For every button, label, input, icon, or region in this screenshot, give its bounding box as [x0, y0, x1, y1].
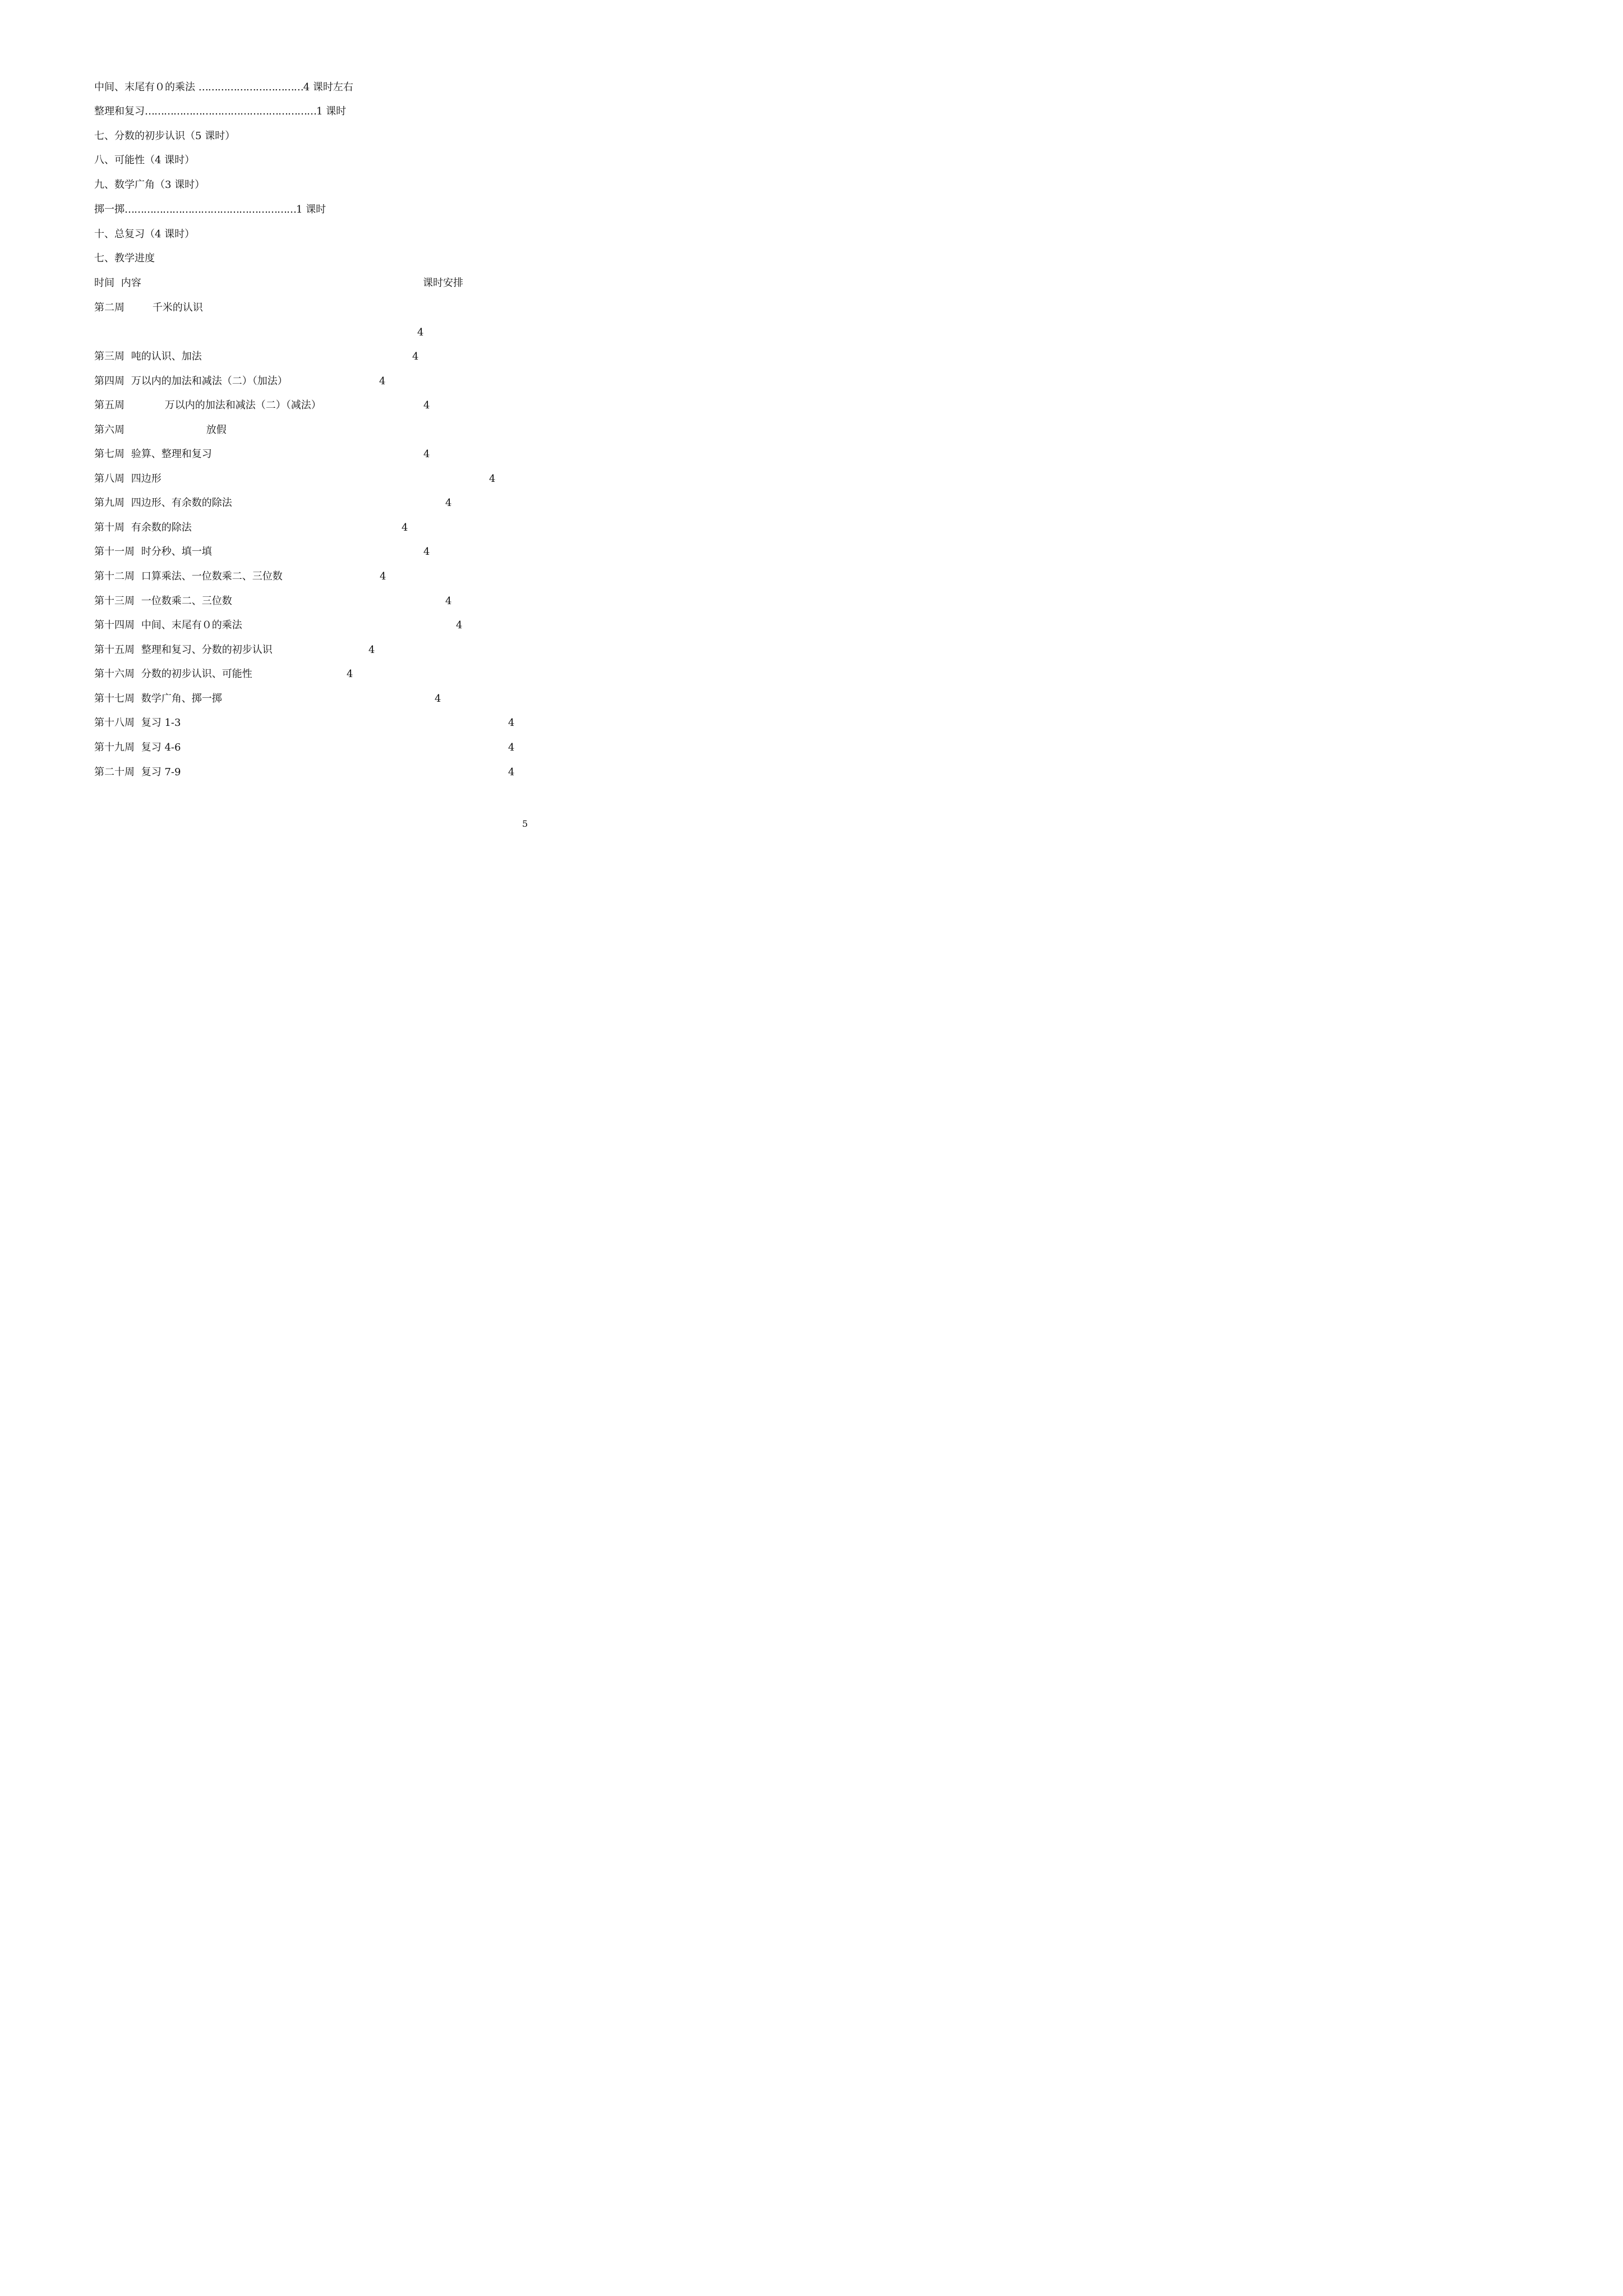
row-hours: 4	[456, 619, 463, 631]
row-week: 第三周	[94, 351, 125, 362]
row-hours: 4	[435, 693, 441, 705]
row-week: 第五周	[94, 399, 125, 411]
row-content: 整理和复习、分数的初步认识	[141, 644, 273, 656]
page-number: 5	[522, 818, 528, 829]
row-hours: 4	[347, 668, 353, 680]
row-hours: 4	[445, 595, 452, 607]
row-content: 万以内的加法和减法（二）（减法）	[164, 399, 321, 411]
outline-item-hours: 1 课时	[316, 105, 347, 117]
row-content: 千米的认识	[152, 302, 203, 314]
schedule-row	[94, 693, 222, 705]
row-week: 第十七周	[94, 693, 135, 705]
row-week: 第十三周	[94, 595, 135, 607]
row-content: 复习 7-9	[141, 766, 181, 778]
schedule-row	[94, 522, 192, 534]
outline-item-title: 掷一掷	[94, 204, 125, 215]
schedule-header	[94, 277, 141, 289]
schedule-row	[94, 351, 202, 363]
row-week: 第七周	[94, 448, 125, 460]
header-content: 内容	[121, 277, 141, 289]
outline-item-hours: 4 课时左右	[303, 81, 353, 93]
row-content: 时分秒、填一填	[141, 546, 212, 558]
schedule-row	[94, 644, 273, 656]
outline-section-math-wide-angle: 九、数学广角（3 课时）	[94, 179, 205, 191]
outline-item-title: 整理和复习	[94, 105, 145, 117]
outline-line-review	[94, 105, 346, 118]
leader-dots: ……………………………	[198, 81, 303, 93]
outline-item-hours: 1 课时	[296, 204, 326, 215]
row-content: 复习 1-3	[141, 717, 181, 729]
schedule-row	[94, 375, 288, 388]
row-content: 四边形	[131, 473, 162, 485]
schedule-row	[94, 424, 227, 436]
row-content: 放假	[206, 424, 227, 436]
row-hours: 4	[489, 473, 496, 485]
outline-section-general-review: 十、总复习（4 课时）	[94, 228, 195, 240]
row-hours: 4	[379, 375, 386, 387]
row-hours: 4	[508, 717, 515, 729]
schedule-row	[94, 473, 162, 485]
row-content: 验算、整理和复习	[131, 448, 212, 460]
row-week: 第十九周	[94, 742, 135, 753]
row-hours: 4	[508, 742, 515, 753]
row-hours: 4	[423, 546, 430, 558]
row-content: 有余数的除法	[131, 522, 192, 533]
leader-dots: ………………………………………………	[145, 105, 316, 117]
row-hours: 4	[402, 522, 408, 533]
row-week: 第十一周	[94, 546, 135, 558]
document-page	[0, 0, 617, 873]
schedule-row	[94, 619, 242, 632]
schedule-row	[94, 766, 181, 779]
row-content: 万以内的加法和减法（二）（加法）	[131, 375, 288, 387]
row-week: 第二十周	[94, 766, 135, 778]
schedule-row	[94, 302, 203, 314]
schedule-row	[94, 448, 212, 461]
row-content: 吨的认识、加法	[131, 351, 202, 362]
row-hours: 4	[423, 399, 430, 411]
row-week: 第二周	[94, 302, 125, 314]
row-hours: 4	[445, 497, 452, 509]
row-week: 第九周	[94, 497, 125, 509]
row-hours: 4	[368, 644, 375, 656]
outline-line-dice	[94, 204, 326, 216]
schedule-row	[94, 570, 283, 583]
leader-dots: ………………………………………………	[125, 204, 296, 215]
row-week: 第十四周	[94, 619, 135, 631]
row-week: 第十八周	[94, 717, 135, 729]
row-hours: 4	[412, 351, 419, 362]
outline-line-multiplication-zero	[94, 81, 353, 94]
section-heading-teaching-schedule: 七、教学进度	[94, 252, 155, 264]
row-hours: 4	[508, 766, 515, 778]
row-week: 第十二周	[94, 570, 135, 582]
row-week: 第六周	[94, 424, 125, 436]
row-content: 数学广角、掷一掷	[141, 693, 222, 705]
row-week: 第四周	[94, 375, 125, 387]
row-hours: 4	[417, 326, 424, 338]
schedule-row	[94, 742, 181, 754]
row-content: 四边形、有余数的除法	[131, 497, 232, 509]
row-hours: 4	[380, 570, 386, 582]
schedule-row	[94, 546, 212, 558]
row-hours: 4	[423, 448, 430, 460]
row-content: 口算乘法、一位数乘二、三位数	[141, 570, 283, 582]
outline-section-possibility: 八、可能性（4 课时）	[94, 154, 195, 166]
row-week: 第八周	[94, 473, 125, 485]
schedule-row	[94, 497, 232, 509]
row-content: 中间、末尾有０的乘法	[141, 619, 242, 631]
header-time: 时间	[94, 277, 114, 289]
row-week: 第十五周	[94, 644, 135, 656]
outline-item-title: 中间、末尾有０的乘法	[94, 81, 195, 93]
row-week: 第十周	[94, 522, 125, 533]
header-hours: 课时安排	[423, 277, 463, 289]
outline-section-fractions: 七、分数的初步认识（5 课时）	[94, 130, 236, 142]
schedule-row	[94, 717, 181, 729]
schedule-row	[94, 595, 232, 608]
row-content: 分数的初步认识、可能性	[141, 668, 252, 680]
row-week: 第十六周	[94, 668, 135, 680]
row-content: 复习 4-6	[141, 742, 181, 753]
row-content: 一位数乘二、三位数	[141, 595, 232, 607]
schedule-row	[94, 668, 252, 680]
schedule-row	[94, 399, 321, 412]
